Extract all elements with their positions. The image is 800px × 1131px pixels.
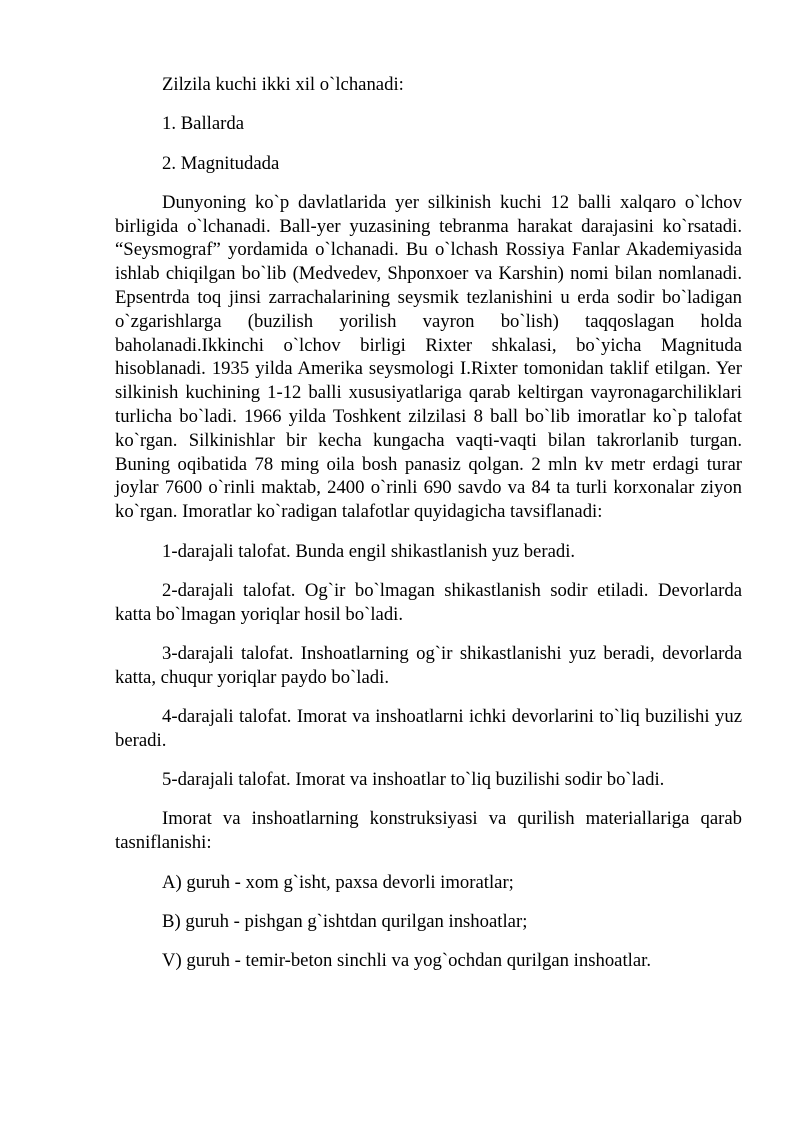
group-v-item: V) guruh - temir-beton sinchli va yog`ochdan qurilgan inshoatlar. bbox=[162, 950, 652, 972]
group-a-item: A) guruh - xom g`isht, paxsa devorli imoratlar; bbox=[162, 871, 514, 893]
damage-level-1: 1-darajali talofat. Bunda engil shikastlanish yuz beradi. bbox=[162, 540, 576, 562]
classification-intro: Imorat va inshoatlarning konstruksiyasi va qurilish materiallariga qarab tasniflanishi: bbox=[115, 808, 742, 854]
list-item-ballarda: 1. Ballarda bbox=[162, 113, 244, 135]
list-item-magnitudada: 2. Magnitudada bbox=[162, 152, 280, 174]
intro-paragraph: Zilzila kuchi ikki xil o`lchanadi: bbox=[162, 74, 404, 95]
document-page bbox=[115, 73, 742, 988]
damage-level-4: 4-darajali talofat. Imorat va inshoatlarni ichki devorlarini to`liq buzilishi yuz beradi. bbox=[115, 706, 742, 751]
damage-level-2: 2-darajali talofat. Og`ir bo`lmagan shikastlanish sodir etiladi. Devorlarda katta bo`lmagan yoriqlar hosil bo`ladi. bbox=[115, 579, 742, 625]
group-b-item: B) guruh - pishgan g`ishtdan qurilgan inshoatlar; bbox=[162, 910, 528, 932]
damage-level-5: 5-darajali talofat. Imorat va inshoatlar to`liq buzilishi sodir bo`ladi. bbox=[162, 769, 665, 791]
damage-level-3: 3-darajali talofat. Inshoatlarning og`ir shikastlanishi yuz beradi, devorlarda katta, chuqur yoriqlar paydo bo`ladi. bbox=[115, 642, 742, 688]
body-paragraph: Dunyoning ko`p davlatlarida yer silkinish kuchi 12 balli xalqaro o`lchov birligida o`lchanadi. Ball-yer yuzasining tebranma harakat darajasini ko`rsatadi. “Seysmograf” yordamida o`lchanadi. Bu o`lchash Rossiya Fanlar Akademiyasida ishlab chiqilgan bo`lib (Medvedev, Shponxoer va Karshin) nomi bilan nomlanadi. Epsentrda toq jinsi zarrachalarining seysmik tezlanishini u erda sodir bo`ladigan o`zgarishlarga (buzilish yorilish vayron bo`lish) taqqoslagan holda baholanadi.Ikkinchi o`lchov birligi Rixter shkalasi, bo`yicha Magnituda hisoblanadi. 1935 yilda Amerika seysmologi I.Rixter tomonidan taklif etilgan. Yer silkinish kuchining 1-12 balli xususiyatlariga qarab keltirgan vayronagarchiliklari turlicha bo`ladi. 1966 yilda Toshkent zilzilasi 8 ball bo`lib imoratlar ko`p talofat ko`rgan. Silkinishlar bir kecha kungacha vaqti-vaqti bilan takrorlanib turgan. Buning oqibatida 78 ming oila bosh panasiz qolgan. 2 mln kv metr erdagi turar joylar 7600 o`rinli maktab, 2400 o`rinli 690 savdo va 84 ta turli korxonalar ziyon ko`rgan. Imoratlar ko`radigan talafotlar quyidagicha tavsiflanadi: bbox=[115, 191, 742, 523]
